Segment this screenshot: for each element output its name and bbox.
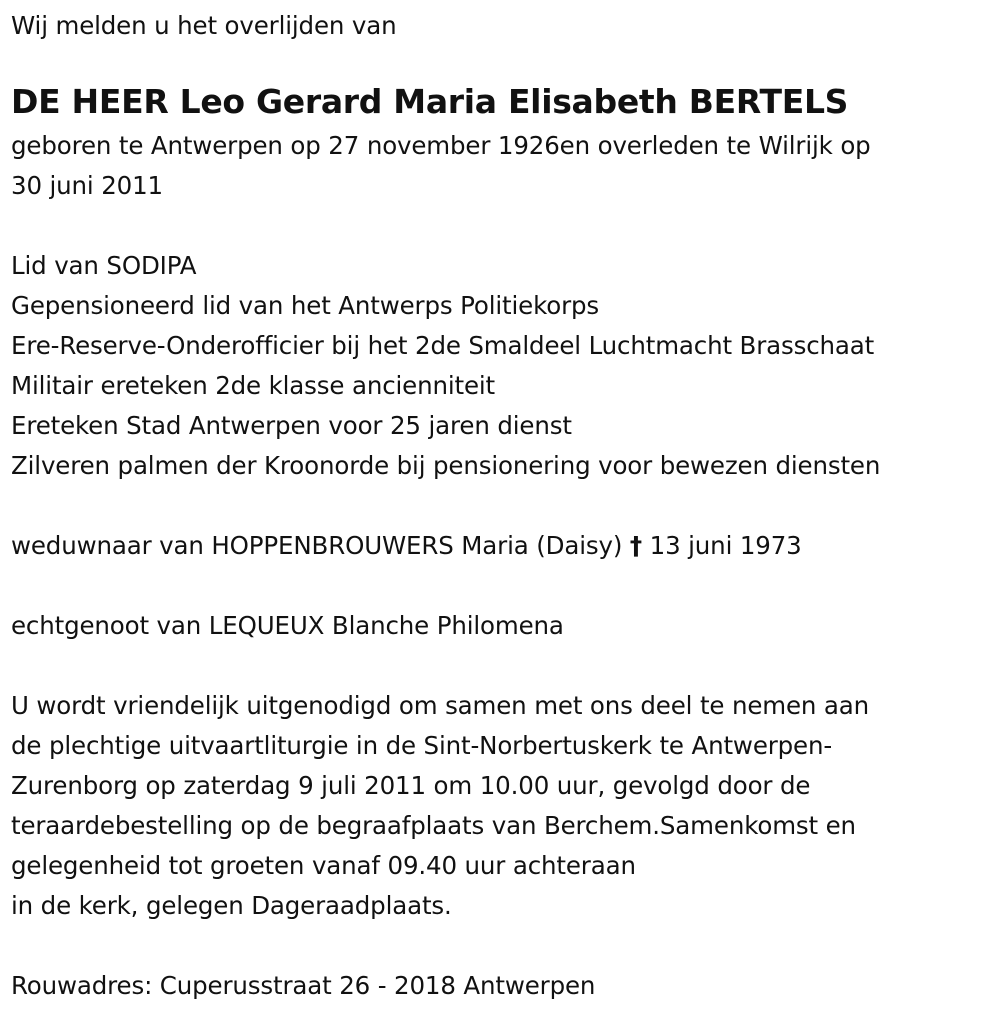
birth-line-1: geboren te Antwerpen op 27 november 1926en overleden te Wilrijk op	[11, 131, 871, 160]
birth-line-2: 30 juni 2011	[11, 171, 163, 200]
invitation-paragraph	[11, 686, 991, 926]
mourning-address: Rouwadres: Cuperusstraat 26 - 2018 Antwerpen	[11, 971, 596, 1000]
cross-icon: †	[629, 531, 642, 560]
widower-date: 13 juni 1973	[642, 531, 802, 560]
honor-item: Ereteken Stad Antwerpen voor 25 jaren dienst	[11, 411, 572, 440]
spacer	[11, 206, 991, 246]
honor-item: Gepensioneerd lid van het Antwerps Politiekorps	[11, 291, 600, 320]
spouse-line: echtgenoot van LEQUEUX Blanche Philomena	[11, 611, 564, 640]
invitation-line: de plechtige uitvaartliturgie in de Sint-Norbertuskerk te Antwerpen-	[11, 731, 833, 760]
honor-item: Zilveren palmen der Kroonorde bij pensionering voor bewezen diensten	[11, 451, 881, 480]
spacer	[11, 646, 991, 686]
spacer	[11, 486, 991, 526]
widower-text: weduwnaar van HOPPENBROUWERS Maria (Daisy)	[11, 531, 630, 560]
invitation-line: U wordt vriendelijk uitgenodigd om samen met ons deel te nemen aan	[11, 691, 870, 720]
invitation-line: Zurenborg op zaterdag 9 juli 2011 om 10.00 uur, gevolgd door de	[11, 771, 811, 800]
invitation-line: in de kerk, gelegen Dageraadplaats.	[11, 891, 452, 920]
spacer	[11, 926, 991, 966]
widower-line	[11, 526, 991, 566]
invitation-line: gelegenheid tot groeten vanaf 09.40 uur achteraan	[11, 851, 636, 880]
deceased-name: DE HEER Leo Gerard Maria Elisabeth BERTELS	[11, 82, 849, 121]
honor-item: Lid van SODIPA	[11, 251, 197, 280]
obituary-notice	[11, 6, 991, 1006]
intro-text: Wij melden u het overlijden van	[11, 11, 397, 40]
honor-item: Ere-Reserve-Onderofficier bij het 2de Smaldeel Luchtmacht Brasschaat	[11, 331, 875, 360]
spacer	[11, 566, 991, 606]
honors-list	[11, 246, 991, 486]
invitation-line: teraardebestelling op de begraafplaats van Berchem.Samenkomst en	[11, 811, 856, 840]
honor-item: Militair ereteken 2de klasse ancienniteit	[11, 371, 496, 400]
